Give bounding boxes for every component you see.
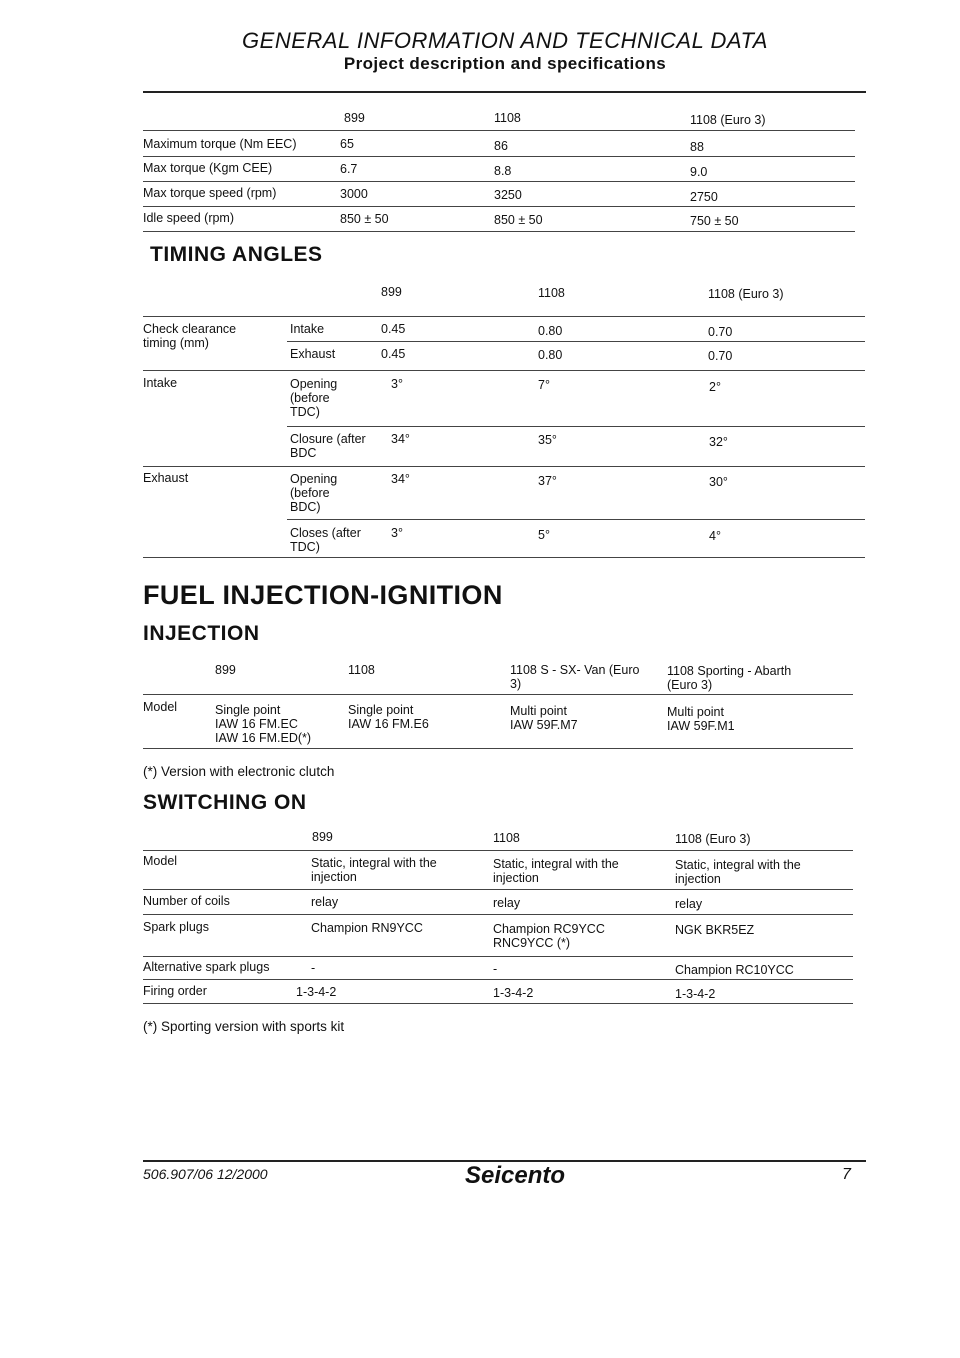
row-label: Number of coils <box>143 894 230 908</box>
row-divider <box>143 914 853 915</box>
table-cell: Champion RC9YCC <box>493 922 605 936</box>
table-cell: 0.70 <box>708 325 733 339</box>
footnote: (*) Version with electronic clutch <box>143 764 335 779</box>
model-name: Seicento <box>464 1162 566 1189</box>
row-label: (before <box>290 391 330 405</box>
table-cell: 850 ± 50 <box>494 213 543 227</box>
column-header: 1108 Sporting - Abarth <box>667 664 792 678</box>
section-heading-switching: SWITCHING ON <box>143 791 307 814</box>
table-cell: 750 ± 50 <box>690 214 739 228</box>
table-cell: 34° <box>391 432 410 446</box>
table-cell: 8.8 <box>494 164 512 178</box>
column-header: 1108 <box>493 831 520 845</box>
table-cell: injection <box>675 872 721 886</box>
table-cell: injection <box>493 871 539 885</box>
row-divider <box>143 370 865 371</box>
table-cell: 37° <box>538 474 557 488</box>
table-cell: 3000 <box>340 187 368 201</box>
table-cell: 0.80 <box>538 324 563 338</box>
row-divider <box>143 557 865 558</box>
document-reference: 506.907/06 12/2000 <box>143 1166 268 1182</box>
group-label: timing (mm) <box>143 336 209 350</box>
group-label: Intake <box>143 376 178 390</box>
table-cell: IAW 16 FM.E6 <box>348 717 429 731</box>
column-header: 1108 <box>348 663 375 677</box>
section-heading-injection: INJECTION <box>143 622 260 645</box>
row-divider <box>143 316 865 317</box>
row-divider <box>143 206 855 207</box>
row-label: Maximum torque (Nm EEC) <box>143 137 297 151</box>
row-label: TDC) <box>290 405 320 419</box>
table-cell: 0.70 <box>708 349 733 363</box>
table-cell: Champion RC10YCC <box>675 963 794 977</box>
table-cell: 0.45 <box>381 347 406 361</box>
row-divider <box>143 889 853 890</box>
row-label: Max torque (Kgm CEE) <box>143 161 273 175</box>
table-cell: - <box>493 962 498 976</box>
row-label: BDC) <box>290 500 321 514</box>
table-cell: 7° <box>538 378 550 392</box>
table-cell: - <box>311 961 316 975</box>
table-cell: 86 <box>494 139 508 153</box>
column-header: 1108 <box>538 286 565 300</box>
row-label: Max torque speed (rpm) <box>143 186 277 200</box>
row-label: Spark plugs <box>143 920 210 934</box>
row-divider <box>143 156 855 157</box>
table-cell: Single point <box>348 703 414 717</box>
column-header: 899 <box>344 111 365 125</box>
column-header: 899 <box>312 830 333 844</box>
row-divider <box>287 426 865 427</box>
table-cell: IAW 16 FM.ED(*) <box>215 731 312 745</box>
table-cell: 1-3-4-2 <box>675 987 716 1001</box>
table-cell: 1-3-4-2 <box>296 985 337 999</box>
column-header: 1108 (Euro 3) <box>675 832 751 846</box>
column-header: 1108 (Euro 3) <box>690 113 766 127</box>
row-divider <box>143 748 853 749</box>
row-divider <box>143 694 853 695</box>
table-cell: 4° <box>709 529 721 543</box>
table-cell: 3° <box>391 526 403 540</box>
table-cell: Static, integral with the <box>311 856 437 870</box>
page-subtitle: Project description and specifications <box>343 54 667 73</box>
table-cell: 5° <box>538 528 550 542</box>
row-divider <box>287 341 865 342</box>
row-label: Alternative spark plugs <box>143 960 270 974</box>
row-divider <box>143 231 855 232</box>
table-cell: NGK BKR5EZ <box>675 923 755 937</box>
row-divider <box>287 519 865 520</box>
table-cell: 850 ± 50 <box>340 212 389 226</box>
table-cell: Single point <box>215 703 281 717</box>
row-label: Opening <box>290 472 338 486</box>
row-divider <box>143 850 853 851</box>
column-header: 3) <box>510 677 522 691</box>
table-cell: 30° <box>709 475 728 489</box>
table-cell: Champion RN9YCC <box>311 921 423 935</box>
column-header: 899 <box>215 663 236 677</box>
table-cell: 9.0 <box>690 165 708 179</box>
row-label: Closure (after <box>290 432 366 446</box>
table-cell: IAW 59F.M7 <box>510 718 578 732</box>
column-header: 899 <box>381 285 402 299</box>
table-cell: 88 <box>690 140 704 154</box>
row-label: Opening <box>290 377 338 391</box>
table-cell: relay <box>675 897 703 911</box>
table-cell: IAW 59F.M1 <box>667 719 735 733</box>
table-cell: 3° <box>391 377 403 391</box>
group-label: Check clearance <box>143 322 237 336</box>
table-cell: 65 <box>340 137 354 151</box>
row-divider <box>143 466 865 467</box>
row-divider <box>143 979 853 980</box>
table-cell: 34° <box>391 472 410 486</box>
row-label: Exhaust <box>290 347 336 361</box>
page-title: GENERAL INFORMATION AND TECHNICAL DATA <box>242 28 768 53</box>
column-header: (Euro 3) <box>667 678 713 692</box>
section-heading-fuel: FUEL INJECTION-IGNITION <box>143 580 503 610</box>
table-cell: 1-3-4-2 <box>493 986 534 1000</box>
row-label: BDC <box>290 446 317 460</box>
table-cell: 6.7 <box>340 162 358 176</box>
header-rule <box>143 91 866 93</box>
column-header: 1108 S - SX- Van (Euro <box>510 663 640 677</box>
table-cell: injection <box>311 870 357 884</box>
table-cell: 35° <box>538 433 557 447</box>
table-cell: 2750 <box>690 190 718 204</box>
table-cell: RNC9YCC (*) <box>493 936 571 950</box>
row-label: Model <box>143 854 178 868</box>
table-cell: Static, integral with the <box>493 857 619 871</box>
table-cell: relay <box>493 896 521 910</box>
footnote: (*) Sporting version with sports kit <box>143 1019 345 1034</box>
row-label: Closes (after <box>290 526 361 540</box>
row-divider <box>143 1003 853 1004</box>
table-cell: 0.45 <box>381 322 406 336</box>
row-label: Firing order <box>143 984 207 998</box>
table-cell: Multi point <box>510 704 567 718</box>
table-cell: Static, integral with the <box>675 858 801 872</box>
row-label: (before <box>290 486 330 500</box>
table-cell: 0.80 <box>538 348 563 362</box>
row-label: Idle speed (rpm) <box>143 211 235 225</box>
row-divider <box>143 181 855 182</box>
row-label: TDC) <box>290 540 320 554</box>
row-label: Model <box>143 700 178 714</box>
column-header: 1108 <box>494 111 521 125</box>
table-cell: relay <box>311 895 339 909</box>
row-label: Intake <box>290 322 325 336</box>
row-divider <box>143 130 855 131</box>
section-heading-timing: TIMING ANGLES <box>150 243 323 266</box>
page-number: 7 <box>842 1166 851 1183</box>
row-divider <box>143 956 853 957</box>
table-cell: Multi point <box>667 705 724 719</box>
column-header: 1108 (Euro 3) <box>708 287 784 301</box>
table-cell: 2° <box>709 380 721 394</box>
table-cell: 32° <box>709 435 728 449</box>
table-cell: IAW 16 FM.EC <box>215 717 298 731</box>
table-cell: 3250 <box>494 188 522 202</box>
group-label: Exhaust <box>143 471 189 485</box>
